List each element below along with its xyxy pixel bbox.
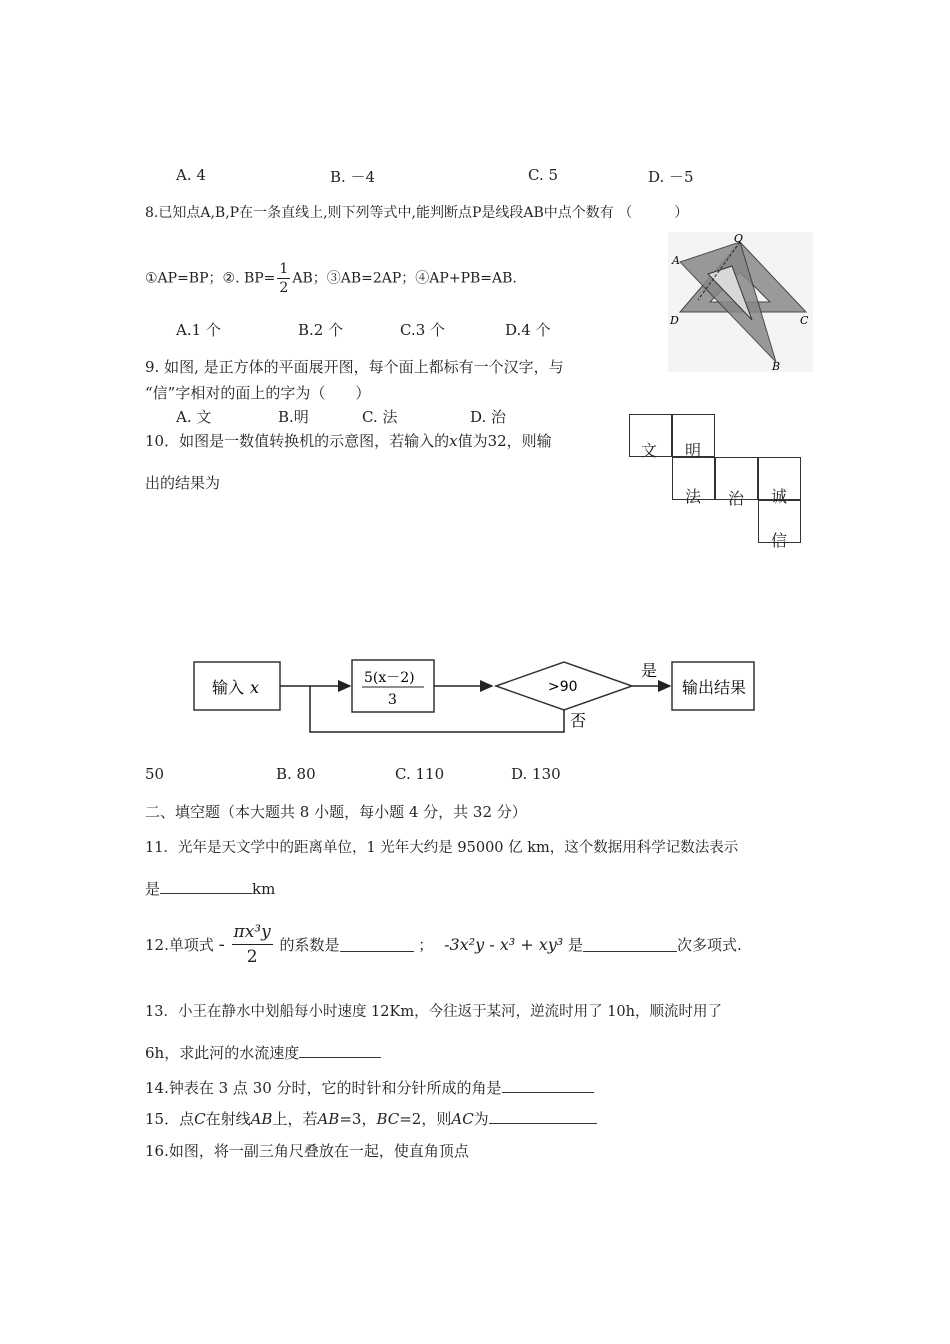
q10-line1-a: 10．如图是一数值转换机的示意图，若输入的: [145, 432, 450, 450]
flow-input-label: 输入: [212, 678, 245, 697]
q12-tail-a: 是: [568, 936, 584, 954]
q12-mono-num: πx³y: [232, 920, 273, 945]
q15-f: 为: [473, 1110, 489, 1128]
net-face-ming: 明: [685, 441, 702, 460]
q11-unit: km: [252, 880, 276, 898]
q9-option-b: B.明: [278, 408, 309, 426]
q12-minus-sign: -: [218, 934, 225, 955]
flow-formula-num: 5(x－2): [364, 670, 415, 686]
q15-ray-ab: AB: [250, 1110, 273, 1128]
q12-line: [145, 920, 742, 969]
cube-net-figure: [629, 414, 804, 550]
q11-answer-blank: [160, 879, 252, 894]
q9-line1: 9. 如图, 是正方体的平面展开图，每个面上都标有一个汉字，与: [145, 358, 564, 376]
q14-text: 14.钟表在 3 点 30 分时，它的时针和分针所成的角是: [145, 1079, 502, 1097]
q10-option-d: D. 130: [511, 765, 561, 783]
q8-items-a: ①AP=BP；②. BP=: [145, 270, 276, 287]
q9-option-c: C. 法: [362, 408, 398, 426]
q12-tail-b: 次多项式.: [677, 936, 742, 954]
q8-option-d: D.4 个: [505, 321, 551, 339]
net-face-cheng: 诚: [771, 487, 788, 506]
flow-formula-den: 3: [388, 692, 397, 708]
q15-b: 在射线: [205, 1110, 251, 1128]
q8-option-c: C.3 个: [400, 321, 446, 339]
q11-line1: 11．光年是天文学中的距离单位，1 光年大约是 95000 亿 km，这个数据用科学记数法表示: [145, 840, 739, 856]
q10-option-a: 50: [145, 765, 165, 783]
q13-answer-blank: [299, 1043, 381, 1058]
net-face-fa: 法: [685, 487, 702, 506]
q8-items: [145, 260, 517, 297]
triangle-rulers-figure: [668, 232, 813, 372]
q12-degree-blank: [583, 937, 677, 952]
q12-monomial: [232, 920, 273, 969]
q16-line: 16.如图，将一副三角尺叠放在一起，使直角顶点: [145, 1142, 469, 1160]
net-face-wen: 文: [641, 441, 658, 460]
label-O: O: [734, 232, 744, 245]
flow-condition: >90: [548, 679, 578, 695]
flow-output-label: 输出结果: [682, 678, 747, 697]
q8-stem: 8.已知点A,B,P在一条直线上,则下列等式中,能判断点P是线段AB中点个数有 （ ）: [145, 205, 689, 221]
label-A: A: [672, 254, 680, 267]
q15-point-c: C: [194, 1110, 206, 1128]
q11-line2-a: 是: [145, 880, 161, 898]
q12-mono-den: 2: [246, 947, 258, 967]
q9-line2: “信”字相对的面上的字为（ ）: [145, 384, 371, 402]
q13-line2: [145, 1042, 381, 1063]
flow-yes-label: 是: [641, 661, 658, 680]
q13-line2-text: 6h，求此河的水流速度: [145, 1044, 300, 1062]
net-face-xin: 信: [771, 531, 788, 550]
q7-option-a: A. 4: [176, 166, 206, 184]
q8-frac-num: 1: [279, 261, 289, 277]
q12-polynomial: -3x²y - x³ + xy³: [444, 935, 564, 954]
q10-option-b: B. 80: [276, 765, 316, 783]
q15-line: [145, 1108, 597, 1129]
q14-answer-blank: [502, 1078, 594, 1093]
q15-seg-ab: AB: [317, 1110, 340, 1128]
flow-no-label: 否: [570, 711, 587, 730]
q9-option-a: A. 文: [176, 408, 212, 426]
q14-line: [145, 1077, 594, 1098]
q15-seg-bc: BC: [376, 1110, 400, 1128]
q15-d: =3，: [339, 1110, 377, 1128]
q8-frac-den: 2: [279, 280, 289, 296]
label-B: B: [772, 360, 781, 372]
q13-line1: 13．小王在静水中划船每小时速度 12Km，今往返于某河，逆流时用了 10h，顺流时用了: [145, 1004, 722, 1020]
q15-answer-blank: [489, 1109, 597, 1124]
q8-half-fraction: [277, 260, 290, 297]
q12-sep: ；: [418, 936, 434, 954]
q15-seg-ac: AC: [451, 1110, 474, 1128]
q10-var-x: x: [449, 432, 458, 450]
flow-input-var: x: [250, 678, 260, 697]
net-face-zhi: 治: [728, 489, 745, 508]
q10-line2: 出的结果为: [145, 474, 221, 492]
q10-option-c: C. 110: [395, 765, 445, 783]
q11-line2: [145, 878, 275, 899]
q7-option-d: D. －5: [648, 168, 694, 186]
q7-option-c: C. 5: [528, 166, 559, 184]
flowchart: [182, 648, 772, 738]
q15-e: =2，则: [399, 1110, 452, 1128]
q10-line1: [145, 430, 552, 451]
q15-a: 15．点: [145, 1110, 195, 1128]
label-D: D: [670, 314, 679, 327]
q12-coefficient-blank: [340, 937, 414, 952]
section2-heading: 二、填空题（本大题共 8 小题，每小题 4 分，共 32 分）: [145, 803, 527, 821]
q12-prefix: 12.单项式: [145, 936, 214, 954]
q15-c: 上，若: [272, 1110, 318, 1128]
label-C: C: [800, 314, 809, 327]
q8-items-b: AB；③AB=2AP；④AP+PB=AB.: [292, 270, 517, 287]
q9-option-d: D. 治: [470, 408, 507, 426]
q8-option-a: A.1 个: [176, 321, 221, 339]
q7-option-b: B. －4: [330, 168, 376, 186]
q10-line1-b: 值为32，则输: [457, 432, 552, 450]
q12-mid: 的系数是: [279, 936, 340, 954]
q8-option-b: B.2 个: [298, 321, 344, 339]
